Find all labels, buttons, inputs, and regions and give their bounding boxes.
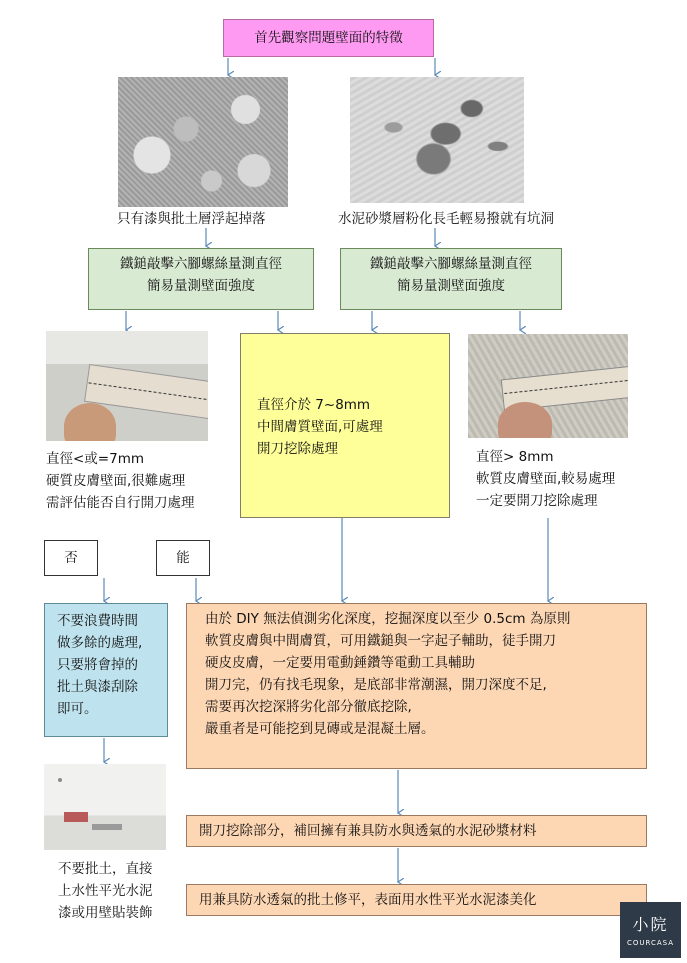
soft-line-1: 直徑> 8mm	[476, 449, 554, 465]
no-path-line-5: 即可。	[57, 701, 98, 717]
diy-line-2: 軟質皮膚與中間膚質，可用鐵鎚與一字起子輔助，徒手開刀	[205, 633, 556, 649]
ruler-soft-wall-photo	[468, 334, 628, 438]
mortar-pitting-photo	[350, 77, 524, 203]
diy-line-3: 硬皮皮膚，一定要用電動錘鑽等電動工具輔助	[205, 655, 475, 671]
start-title: 首先觀察問題壁面的特徵	[254, 30, 403, 46]
no-result-line-2: 上水性平光水泥	[58, 883, 153, 899]
yes-label: 能	[176, 550, 190, 566]
diy-line-4: 開刀完，仍有找毛現象，是底部非常潮濕，開刀深度不足,	[205, 677, 547, 693]
soft-line-3: 一定要開刀挖除處理	[476, 493, 598, 509]
left-test-line-2: 簡易量測壁面強度	[147, 278, 255, 294]
diy-line-6: 嚴重者是可能挖到見磚或是混凝土層。	[205, 721, 435, 737]
middle-wall-box	[240, 333, 450, 518]
left-test-box	[88, 248, 314, 310]
ruler-hard-wall-photo	[46, 331, 208, 441]
no-path-box	[44, 603, 168, 737]
no-path-line-3: 只要將會掉的	[57, 657, 138, 673]
left-caption: 只有漆與批土層浮起掉落	[117, 211, 266, 227]
no-result-line-1: 不要批土，直接	[58, 861, 153, 877]
left-test-line-1: 鐵鎚敲擊六腳螺絲量測直徑	[120, 256, 282, 272]
middle-line-1: 直徑介於 7~8mm	[257, 397, 371, 413]
step1-text: 開刀挖除部分，補回擁有兼具防水與透氣的水泥砂漿材料	[199, 823, 537, 839]
right-test-line-1: 鐵鎚敲擊六腳螺絲量測直徑	[370, 256, 532, 272]
right-caption: 水泥砂漿層粉化長毛輕易撥就有坑洞	[338, 211, 554, 227]
yes-box	[156, 540, 210, 576]
painted-wall-photo	[44, 764, 166, 850]
hard-line-1: 直徑<或=7mm	[46, 451, 145, 467]
no-path-line-2: 做多餘的處理,	[57, 635, 143, 651]
logo-en: COURCASA	[626, 939, 675, 947]
no-path-result-text	[58, 858, 153, 924]
soft-line-2: 軟質皮膚壁面,較易處理	[476, 471, 616, 487]
step2-text: 用兼具防水透氣的批土修平，表面用水性平光水泥漆美化	[199, 892, 537, 908]
no-path-line-4: 批土與漆刮除	[57, 679, 138, 695]
right-test-line-2: 簡易量測壁面強度	[397, 278, 505, 294]
start-box	[223, 19, 434, 57]
soft-wall-text	[476, 446, 615, 512]
no-label: 否	[64, 550, 78, 566]
diy-box	[186, 603, 647, 769]
hard-line-3: 需評估能否自行開刀處理	[46, 495, 195, 511]
no-path-line-1: 不要浪費時間	[57, 613, 138, 629]
courcasa-logo	[620, 902, 681, 958]
hard-wall-text	[46, 448, 195, 514]
right-test-box	[340, 248, 562, 310]
logo-cn: 小院	[632, 915, 669, 934]
diy-line-5: 需要再次挖深將劣化部分徹底挖除,	[205, 699, 412, 715]
step2-box	[186, 884, 647, 916]
plaster-flaking-photo	[118, 77, 288, 207]
middle-line-2: 中間膚質壁面,可處理	[257, 419, 383, 435]
step1-box	[186, 815, 647, 847]
middle-line-3: 開刀挖除處理	[257, 441, 338, 457]
hard-line-2: 硬質皮膚壁面,很難處理	[46, 473, 186, 489]
diy-line-1: 由於 DIY 無法偵測劣化深度，挖掘深度以至少 0.5cm 為原則	[205, 611, 571, 627]
no-result-line-3: 漆或用壁貼裝飾	[58, 905, 153, 921]
no-box	[44, 540, 98, 576]
